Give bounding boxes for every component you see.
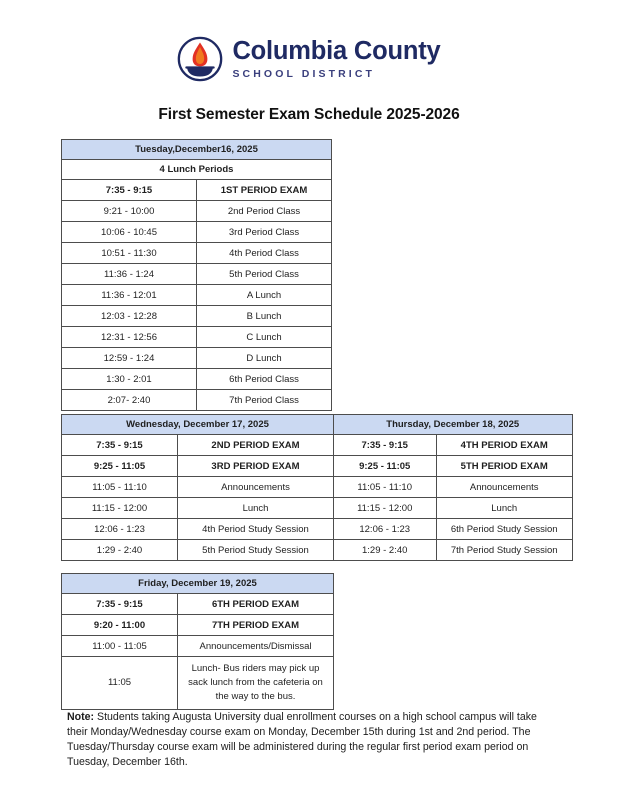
- table-row: [62, 243, 332, 264]
- table-row: [333, 456, 572, 477]
- row-desc: Lunch: [178, 498, 334, 519]
- table-row: [62, 348, 332, 369]
- row-time: 9:25 - 11:05: [333, 456, 436, 477]
- table-row: [62, 540, 334, 561]
- table-row: [333, 498, 572, 519]
- row-time: 1:29 - 2:40: [62, 540, 178, 561]
- flame-torch-icon: [177, 36, 223, 82]
- table-row: [62, 456, 334, 477]
- row-desc: D Lunch: [197, 348, 332, 369]
- table-row: [62, 306, 332, 327]
- row-time: 7:35 - 9:15: [62, 594, 178, 615]
- table-row: [333, 519, 572, 540]
- table-row: [333, 540, 572, 561]
- row-time: 11:05 - 11:10: [62, 477, 178, 498]
- table-row: [62, 285, 332, 306]
- row-time: 7:35 - 9:15: [333, 435, 436, 456]
- row-desc: 7TH PERIOD EXAM: [178, 615, 334, 636]
- midweek-schedule-group: [61, 414, 573, 561]
- friday-date-header: Friday, December 19, 2025: [62, 574, 334, 594]
- row-time: 11:36 - 12:01: [62, 285, 197, 306]
- table-row: [62, 594, 334, 615]
- row-desc: 3rd Period Class: [197, 222, 332, 243]
- row-time: 7:35 - 9:15: [62, 180, 197, 201]
- row-time: 2:07- 2:40: [62, 390, 197, 411]
- row-desc: Announcements: [178, 477, 334, 498]
- row-desc: Lunch: [436, 498, 572, 519]
- row-desc: Announcements/Dismissal: [178, 636, 334, 657]
- wednesday-date-header: Wednesday, December 17, 2025: [62, 415, 334, 435]
- footer-note: [67, 710, 557, 770]
- page-title: First Semester Exam Schedule 2025-2026: [158, 106, 460, 123]
- row-time: 11:00 - 11:05: [62, 636, 178, 657]
- row-time: 12:06 - 1:23: [62, 519, 178, 540]
- row-desc: B Lunch: [197, 306, 332, 327]
- logo-name: Columbia County: [232, 37, 441, 65]
- table-row: [62, 369, 332, 390]
- row-time: 7:35 - 9:15: [62, 435, 178, 456]
- row-time: 9:25 - 11:05: [62, 456, 178, 477]
- table-row: [62, 519, 334, 540]
- row-desc: 7th Period Study Session: [436, 540, 572, 561]
- table-header-row: [62, 415, 334, 435]
- table-subheader-row: [62, 160, 332, 180]
- row-time: 12:06 - 1:23: [333, 519, 436, 540]
- logo-wordmark: [232, 39, 440, 79]
- note-text: Students taking Augusta University dual enrollment courses on a high school campus will take their Monday/Wednesday course exam on Monday, December 15th during 1st and 2nd period. The Tuesday/Thursday course exam will be administered during the regular first period exam period on Tuesday, December 16th.: [67, 711, 537, 769]
- row-desc: Announcements: [436, 477, 572, 498]
- row-time: 1:29 - 2:40: [333, 540, 436, 561]
- table-row: [333, 477, 572, 498]
- row-desc: A Lunch: [197, 285, 332, 306]
- row-desc: 5th Period Study Session: [178, 540, 334, 561]
- table-row: [62, 636, 334, 657]
- table-header-row: [62, 140, 332, 160]
- row-desc: 4TH PERIOD EXAM: [436, 435, 572, 456]
- district-logo: [0, 0, 618, 82]
- row-time: 1:30 - 2:01: [62, 369, 197, 390]
- table-row: [333, 435, 572, 456]
- table-row: [62, 264, 332, 285]
- row-desc: 5th Period Class: [197, 264, 332, 285]
- wednesday-schedule-table: [61, 414, 334, 561]
- row-time: 11:15 - 12:00: [62, 498, 178, 519]
- table-header-row: [62, 574, 334, 594]
- row-time: 9:20 - 11:00: [62, 615, 178, 636]
- row-time: 11:36 - 1:24: [62, 264, 197, 285]
- row-time: 11:05 - 11:10: [333, 477, 436, 498]
- friday-schedule-table: [61, 573, 334, 710]
- row-desc: 5TH PERIOD EXAM: [436, 456, 572, 477]
- row-desc: C Lunch: [197, 327, 332, 348]
- table-row: [62, 222, 332, 243]
- row-time: 10:06 - 10:45: [62, 222, 197, 243]
- row-desc: 6TH PERIOD EXAM: [178, 594, 334, 615]
- row-desc: 6th Period Study Session: [436, 519, 572, 540]
- row-desc: Lunch- Bus riders may pick up sack lunch from the cafeteria on the way to the bus.: [178, 657, 334, 710]
- row-desc: 4th Period Study Session: [178, 519, 334, 540]
- row-time: 12:31 - 12:56: [62, 327, 197, 348]
- row-desc: 3RD PERIOD EXAM: [178, 456, 334, 477]
- tuesday-schedule-table: [61, 139, 332, 411]
- thursday-schedule-table: [333, 414, 573, 561]
- tuesday-date-header: Tuesday,December16, 2025: [62, 140, 332, 160]
- row-time: 12:59 - 1:24: [62, 348, 197, 369]
- table-row: [62, 498, 334, 519]
- table-row: [62, 657, 334, 710]
- table-row: [62, 180, 332, 201]
- table-header-row: [333, 415, 572, 435]
- table-row: [62, 435, 334, 456]
- row-desc: 6th Period Class: [197, 369, 332, 390]
- tuesday-lunch-note: 4 Lunch Periods: [62, 160, 332, 180]
- thursday-date-header: Thursday, December 18, 2025: [333, 415, 572, 435]
- row-desc: 2nd Period Class: [197, 201, 332, 222]
- row-desc: 1ST PERIOD EXAM: [197, 180, 332, 201]
- table-row: [62, 615, 334, 636]
- table-row: [62, 327, 332, 348]
- note-label: Note:: [67, 711, 95, 723]
- row-time: 11:05: [62, 657, 178, 710]
- row-desc: 7th Period Class: [197, 390, 332, 411]
- row-time: 9:21 - 10:00: [62, 201, 197, 222]
- row-time: 10:51 - 11:30: [62, 243, 197, 264]
- table-row: [62, 390, 332, 411]
- row-desc: 4th Period Class: [197, 243, 332, 264]
- row-time: 12:03 - 12:28: [62, 306, 197, 327]
- row-desc: 2ND PERIOD EXAM: [178, 435, 334, 456]
- table-row: [62, 201, 332, 222]
- row-time: 11:15 - 12:00: [333, 498, 436, 519]
- logo-subtitle: SCHOOL DISTRICT: [232, 67, 376, 80]
- table-row: [62, 477, 334, 498]
